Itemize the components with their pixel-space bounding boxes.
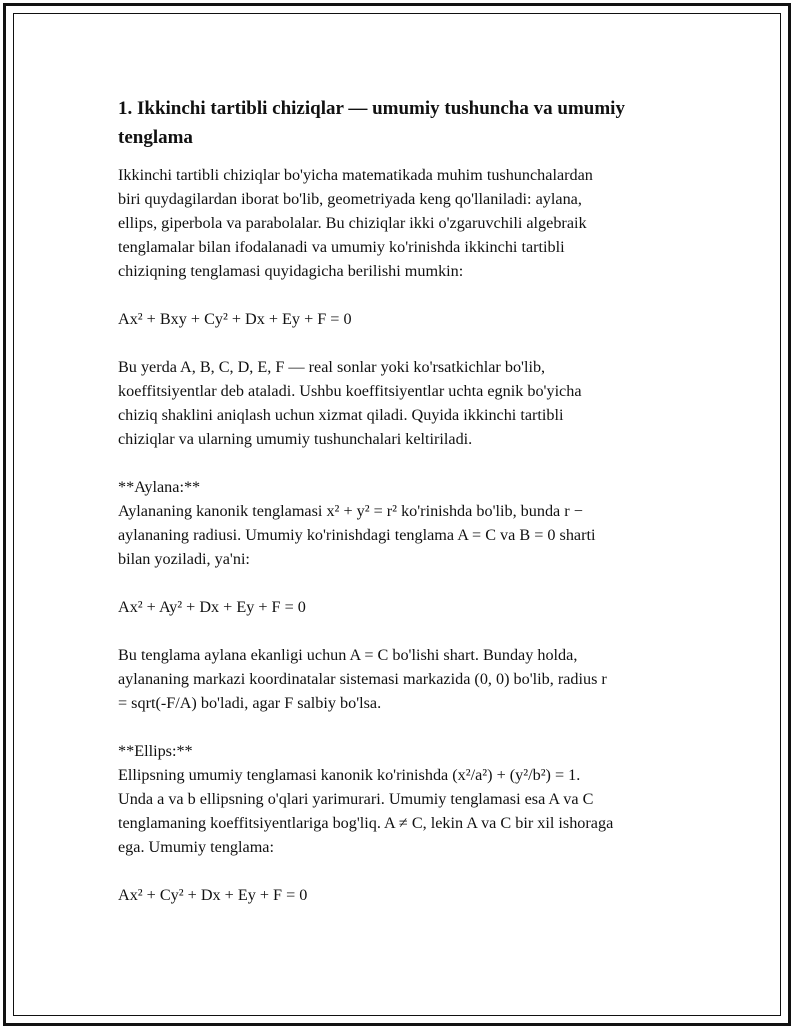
text-line: Aylananing kanonik tenglamasi x² + y² = r² ko'rinishda bo'lib, bunda r − (118, 502, 583, 520)
ellips-equation (118, 883, 698, 907)
ellips-heading: **Ellips:** (118, 742, 193, 760)
text-line: Bu yerda A, B, C, D, E, F — real sonlar yoki ko'rsatkichlar bo'lib, (118, 358, 546, 376)
aylana-section (118, 475, 698, 571)
text-line: bilan yoziladi, ya'ni: (118, 550, 250, 568)
document-body (118, 94, 698, 907)
intro-paragraph (118, 163, 698, 283)
ellips-section (118, 739, 698, 859)
section-heading-line: tenglama (118, 127, 193, 148)
text-line: aylananing markazi koordinatalar sistemasi markazida (0, 0) bo'lib, radius r (118, 670, 607, 688)
text-line: chiziqning tenglamasi quyidagicha berilishi mumkin: (118, 262, 464, 280)
aylana-heading: **Aylana:** (118, 478, 201, 496)
text-line: Unda a va b ellipsning o'qlari yarimurari. Umumiy tenglamasi esa A va C (118, 790, 594, 808)
text-line: ega. Umumiy tenglama: (118, 838, 274, 856)
text-line: Ellipsning umumiy tenglamasi kanonik ko'rinishda (x²/a²) + (y²/b²) = 1. (118, 766, 581, 784)
aylana-explanation (118, 643, 698, 715)
text-line: tenglamaning koeffitsiyentlariga bog'liq. A ≠ C, lekin A va C bir xil ishoraga (118, 814, 614, 832)
text-line: tenglamalar bilan ifodalanadi va umumiy ko'rinishda ikkinchi tartibli (118, 238, 565, 256)
text-line: ellips, giperbola va parabolalar. Bu chiziqlar ikki o'zgaruvchili algebraik (118, 214, 587, 232)
aylana-equation (118, 595, 698, 619)
text-line: Bu tenglama aylana ekanligi uchun A = C bo'lishi shart. Bunday holda, (118, 646, 578, 664)
general-equation (118, 307, 698, 331)
text-line: = sqrt(-F/A) bo'ladi, agar F salbiy bo'lsa. (118, 694, 382, 712)
text-line: aylananing radiusi. Umumiy ko'rinishdagi tenglama A = C va B = 0 sharti (118, 526, 596, 544)
section-heading (118, 94, 698, 152)
text-line: chiziqlar va ularning umumiy tushunchalari keltiriladi. (118, 430, 473, 448)
text-line: Ikkinchi tartibli chiziqlar bo'yicha matematikada muhim tushunchalardan (118, 166, 593, 184)
equation-line: Ax² + Ay² + Dx + Ey + F = 0 (118, 598, 306, 616)
coefficients-paragraph (118, 355, 698, 451)
text-line: chiziq shaklini aniqlash uchun xizmat qiladi. Quyida ikkinchi tartibli (118, 406, 564, 424)
text-line: koeffitsiyentlar deb ataladi. Ushbu koeffitsiyentlar uchta egnik bo'yicha (118, 382, 582, 400)
equation-line: Ax² + Cy² + Dx + Ey + F = 0 (118, 886, 308, 904)
section-heading-line: 1. Ikkinchi tartibli chiziqlar — umumiy tushuncha va umumiy (118, 98, 625, 119)
equation-line: Ax² + Bxy + Cy² + Dx + Ey + F = 0 (118, 310, 352, 328)
text-line: biri quydagilardan iborat bo'lib, geometriyada keng qo'llaniladi: aylana, (118, 190, 582, 208)
